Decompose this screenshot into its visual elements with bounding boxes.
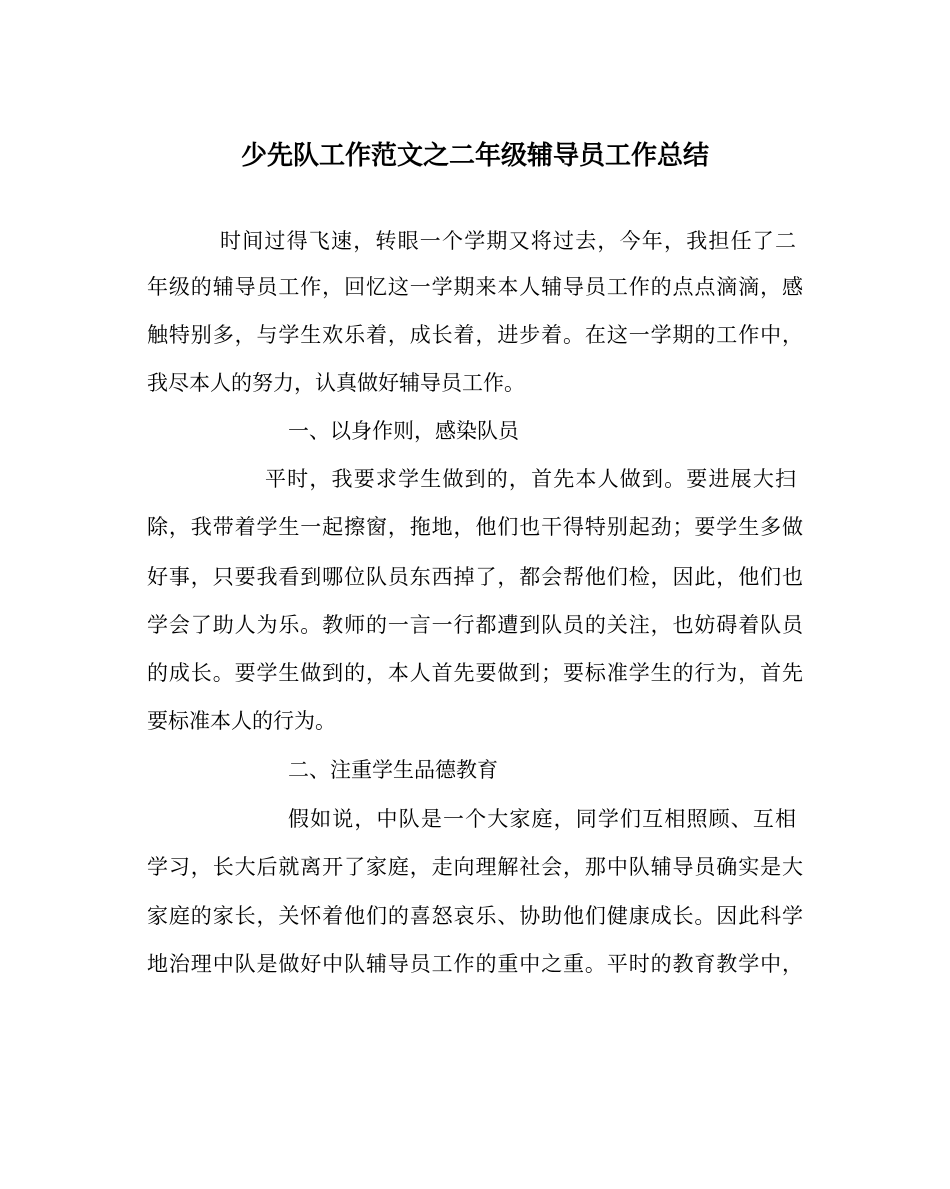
paragraph-line: 除，我带着学生一起擦窗，拖地，他们也干得特别起劲；要学生多做 bbox=[147, 515, 803, 539]
paragraph-line: 我尽本人的努力，认真做好辅导员工作。 bbox=[147, 371, 525, 395]
paragraph-line: 的成长。要学生做到的，本人首先要做到；要标准学生的行为，首先 bbox=[147, 661, 803, 685]
paragraph-line: 家庭的家长，关怀着他们的喜怒哀乐、协助他们健康成长。因此科学 bbox=[147, 904, 803, 928]
paragraph-line: 要标准本人的行为。 bbox=[147, 709, 336, 733]
paragraph-line: 触特别多，与学生欢乐着，成长着，进步着。在这一学期的工作中， bbox=[147, 323, 803, 347]
paragraph-line: 假如说，中队是一个大家庭，同学们互相照顾、互相 bbox=[288, 807, 796, 831]
paragraph-line: 时间过得飞速，转眼一个学期又将过去，今年，我担任了二 bbox=[220, 229, 796, 253]
section-heading: 二、注重学生品德教育 bbox=[288, 758, 498, 782]
document-title: 少先队工作范文之二年级辅导员工作总结 bbox=[240, 141, 709, 171]
section-heading: 一、以身作则，感染队员 bbox=[288, 419, 519, 443]
paragraph-line: 学习，长大后就离开了家庭，走向理解社会，那中队辅导员确实是大 bbox=[147, 855, 803, 879]
paragraph-line: 年级的辅导员工作，回忆这一学期来本人辅导员工作的点点滴滴，感 bbox=[147, 275, 803, 299]
paragraph-line: 好事，只要我看到哪位队员东西掉了，都会帮他们检，因此，他们也 bbox=[147, 565, 803, 589]
paragraph-line: 平时，我要求学生做到的，首先本人做到。要进展大扫 bbox=[265, 467, 796, 491]
paragraph-line: 地治理中队是做好中队辅导员工作的重中之重。平时的教育教学中， bbox=[147, 952, 803, 976]
paragraph-line: 学会了助人为乐。教师的一言一行都遭到队员的关注，也妨碍着队员 bbox=[147, 613, 803, 637]
